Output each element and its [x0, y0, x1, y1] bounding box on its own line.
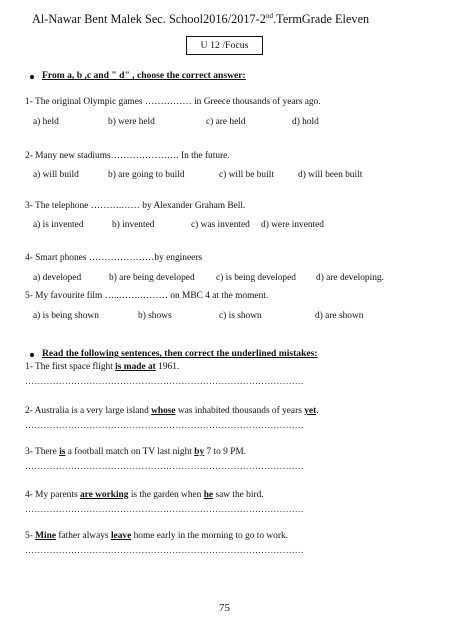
sentence-5: 5- Mine father always leave home early in the morning to go to work.: [25, 531, 288, 541]
question-3: 3- The telephone ……….…… by Alexander Graham Bell.: [25, 201, 246, 211]
answer-line: ……………………………………………………………………………….: [25, 420, 304, 430]
option-c: c) is being developed: [216, 273, 296, 283]
option-c: c) was invented: [191, 220, 250, 230]
option-c: c) will be built: [219, 170, 274, 180]
option-b: b) were held: [108, 117, 155, 127]
option-b: b) are going to build: [108, 170, 185, 180]
bullet-icon: [30, 353, 34, 357]
sentence-1: 1- The first space flight is made at 1961.: [25, 362, 180, 372]
option-b: b) are being developed: [109, 273, 195, 283]
question-1: 1- The original Olympic games …………… in Greece thousands of years ago.: [25, 97, 321, 107]
option-a: a) will build: [33, 170, 79, 180]
option-d: d) are shown: [315, 311, 364, 321]
sentence-3: 3- There is a football match on TV last night by 7 to 9 PM.: [25, 447, 247, 457]
answer-line: ……………………………………………………………………………….: [25, 504, 304, 514]
option-a: a) held: [33, 117, 59, 127]
answer-line: ……………………………………………………………………………….: [25, 461, 304, 471]
unit-box: U 12 /Focus: [186, 36, 263, 55]
page-number: 75: [219, 602, 230, 614]
option-d: d) were invented: [261, 220, 324, 230]
option-b: b) invented: [112, 220, 155, 230]
option-d: d) hold: [292, 117, 319, 127]
question-5: 5- My favourite film …..…….……… on MBC 4 at the moment.: [25, 291, 269, 301]
option-a: a) is invented: [33, 220, 84, 230]
answer-line: ……………………………………………………………………………….: [25, 545, 304, 555]
option-d: d) will been built: [298, 170, 363, 180]
option-c: c) are held: [206, 117, 246, 127]
section2-instruction: Read the following sentences, then correct the underlined mistakes:: [42, 348, 318, 359]
option-a: a) is being shown: [33, 311, 99, 321]
question-4: 4- Smart phones …………………by engineers: [25, 253, 203, 263]
sentence-4: 4- My parents are working is the garden when he saw the bird.: [25, 490, 264, 500]
option-a: a) developed: [33, 273, 82, 283]
school-title: Al-Nawar Bent Malek Sec. School2016/2017-2nd.TermGrade Eleven: [32, 12, 370, 27]
bullet-icon: [30, 75, 34, 79]
option-b: b) shows: [138, 311, 172, 321]
option-d: d) are developing.: [316, 273, 384, 283]
option-c: c) is shown: [219, 311, 262, 321]
section1-instruction: From a, b ,c and " d" , choose the correct answer:: [42, 70, 246, 81]
sentence-2: 2- Australia is a very large island whose was inhabited thousands of years yet.: [25, 406, 319, 416]
answer-line: ……………………………………………………………………………….: [25, 376, 304, 386]
question-2: 2- Many new stadiums…………………. In the future.: [25, 151, 230, 161]
